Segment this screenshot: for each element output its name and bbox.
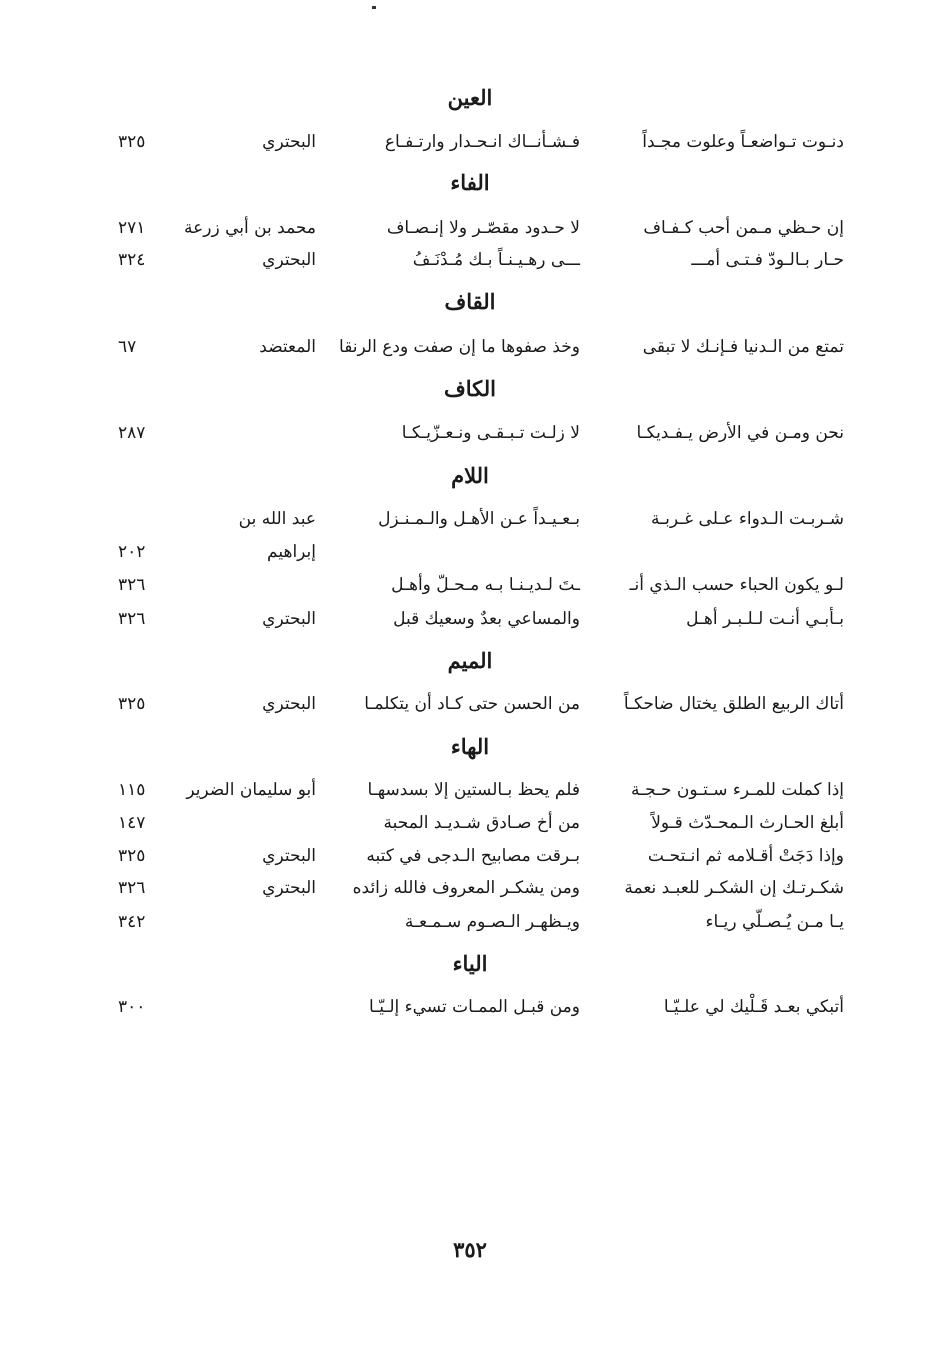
second-hemistich: والمساعي بعدٌ وسعيك قبل bbox=[393, 609, 580, 629]
poet-name: البحتري bbox=[262, 878, 316, 898]
verse-row bbox=[0, 333, 940, 361]
page-ref: ٣٠٠ bbox=[118, 997, 146, 1017]
second-hemistich: فلم يحظ بـالستين إلا بسدسهـا bbox=[367, 780, 580, 800]
page-ref: ٣٢٥ bbox=[118, 132, 146, 152]
second-hemistich: لا حـدود مقصّـر ولا إنـصـاف bbox=[386, 218, 580, 238]
first-hemistich: لـو يكون الحباء حسب الـذي أنـ bbox=[629, 575, 844, 595]
verse-row bbox=[0, 809, 940, 837]
verse-row bbox=[0, 538, 940, 566]
second-hemistich: من أخ صـادق شـديـد المحبة bbox=[383, 813, 580, 833]
poet-name: عبد الله بن bbox=[238, 509, 316, 529]
second-hemistich: ـتَ لـديـنـا بـه مـحـلّ وأهـل bbox=[391, 575, 580, 595]
section-heading: العين bbox=[447, 85, 493, 110]
section-heading: القاف bbox=[444, 289, 496, 314]
page-ref: ٣٢٦ bbox=[118, 575, 146, 595]
first-hemistich: بـأبـي أنـت لـلـبـر أهـل bbox=[686, 609, 844, 629]
section-heading: الهاء bbox=[450, 734, 490, 759]
page-ref: ١٤٧ bbox=[118, 813, 146, 833]
poet-name: محمد بن أبي زرعة bbox=[183, 218, 316, 238]
poet-name: البحتري bbox=[262, 846, 316, 866]
page-ref: ٢٨٧ bbox=[118, 423, 146, 443]
verse-row bbox=[0, 690, 940, 718]
first-hemistich: إن حـظي مـمن أحب كـفـاف bbox=[643, 218, 844, 238]
page-ref: ٣٤٢ bbox=[118, 912, 146, 932]
poet-name: البحتري bbox=[262, 609, 316, 629]
page-ref: ٣٢٥ bbox=[118, 846, 146, 866]
second-hemistich: ومن يشكـر المعروف فالله زائده bbox=[352, 878, 580, 898]
verse-row bbox=[0, 842, 940, 870]
poet-name: البحتري bbox=[262, 132, 316, 152]
top-mark bbox=[372, 6, 376, 9]
verse-row bbox=[0, 571, 940, 599]
first-hemistich: شكـرتـك إن الشكـر للعبـد نعمة bbox=[624, 878, 844, 898]
first-hemistich: أتاك الربيع الطلق يختال ضاحكـاً bbox=[623, 694, 844, 714]
page-ref: ٣٢٦ bbox=[118, 878, 146, 898]
first-hemistich: وإذا دَجَتْ أقـلامه ثم انـتحـت bbox=[647, 846, 844, 866]
first-hemistich: يـا مـن يُـصـلّي ريـاء bbox=[705, 912, 844, 932]
second-hemistich: من الحسن حتى كـاد أن يتكلمـا bbox=[364, 694, 580, 714]
first-hemistich: حـار بـالـودّ فـتـى أمـــ bbox=[691, 250, 844, 270]
page-ref: ٣٢٦ bbox=[118, 609, 146, 629]
verse-row bbox=[0, 908, 940, 936]
verse-row bbox=[0, 419, 940, 447]
second-hemistich: ومن قبـل الممـات تسيء إلـيّـا bbox=[369, 997, 580, 1017]
page-ref: ١١٥ bbox=[118, 780, 146, 800]
poet-name: إبراهيم bbox=[267, 542, 316, 562]
section-heading: اللام bbox=[451, 463, 489, 488]
verse-row bbox=[0, 246, 940, 274]
first-hemistich: شـربـت الـدواء عـلى غـربـة bbox=[651, 509, 844, 529]
first-hemistich: أبلغ الحـارث الـمحـدّث قـولاً bbox=[651, 813, 844, 833]
page-number: ٣٥٢ bbox=[453, 1237, 487, 1262]
page-ref: ٢٠٢ bbox=[118, 542, 146, 562]
verse-row bbox=[0, 874, 940, 902]
first-hemistich: تمتع من الـدنيا فـإنـك لا تبقى bbox=[642, 337, 844, 357]
section-heading: الياء bbox=[452, 951, 488, 976]
verse-row bbox=[0, 605, 940, 633]
second-hemistich: وخذ صفوها ما إن صفت ودع الرنقا bbox=[339, 337, 580, 357]
verse-row bbox=[0, 505, 940, 533]
first-hemistich: نحن ومـن في الأرض يـفـديكـا bbox=[636, 423, 844, 443]
poet-name: البحتري bbox=[262, 250, 316, 270]
verse-row bbox=[0, 993, 940, 1021]
page-ref: ٢٧١ bbox=[118, 218, 146, 238]
second-hemistich: فـشـأنــاك انـحـدار وارتـفـاع bbox=[384, 132, 580, 152]
second-hemistich: ويـظهـر الـصـوم سـمـعـة bbox=[404, 912, 580, 932]
verse-row bbox=[0, 214, 940, 242]
second-hemistich: بـعـيـداً عـن الأهـل والـمـنـزل bbox=[378, 509, 580, 529]
section-heading: الميم bbox=[447, 648, 493, 673]
poet-name: البحتري bbox=[262, 694, 316, 714]
first-hemistich: إذا كملت للمـرء سـتـون حـجـة bbox=[630, 780, 844, 800]
section-heading: الفاء bbox=[450, 170, 490, 195]
page-ref: ٦٧ bbox=[118, 337, 137, 357]
poet-name: أبو سليمان الضرير bbox=[186, 780, 316, 800]
second-hemistich: لا زلـت تـبـقـى ونـعـزّيـكـا bbox=[401, 423, 580, 443]
first-hemistich: أتبكي بعـد قَـلْيك لي علـيّـا bbox=[663, 997, 844, 1017]
section-heading: الكاف bbox=[444, 376, 496, 401]
poet-name: المعتضد bbox=[259, 337, 316, 357]
verse-row bbox=[0, 776, 940, 804]
first-hemistich: دنـوت تـواضعـاً وعلوت مجـداً bbox=[642, 132, 844, 152]
page-ref: ٣٢٤ bbox=[118, 250, 146, 270]
verse-row bbox=[0, 128, 940, 156]
second-hemistich: بـرقت مصابيح الـدجى في كتبه bbox=[366, 846, 580, 866]
second-hemistich: ـــى رهـيـنـاً بـك مُـدْنَـفُ bbox=[412, 250, 580, 270]
page-ref: ٣٢٥ bbox=[118, 694, 146, 714]
